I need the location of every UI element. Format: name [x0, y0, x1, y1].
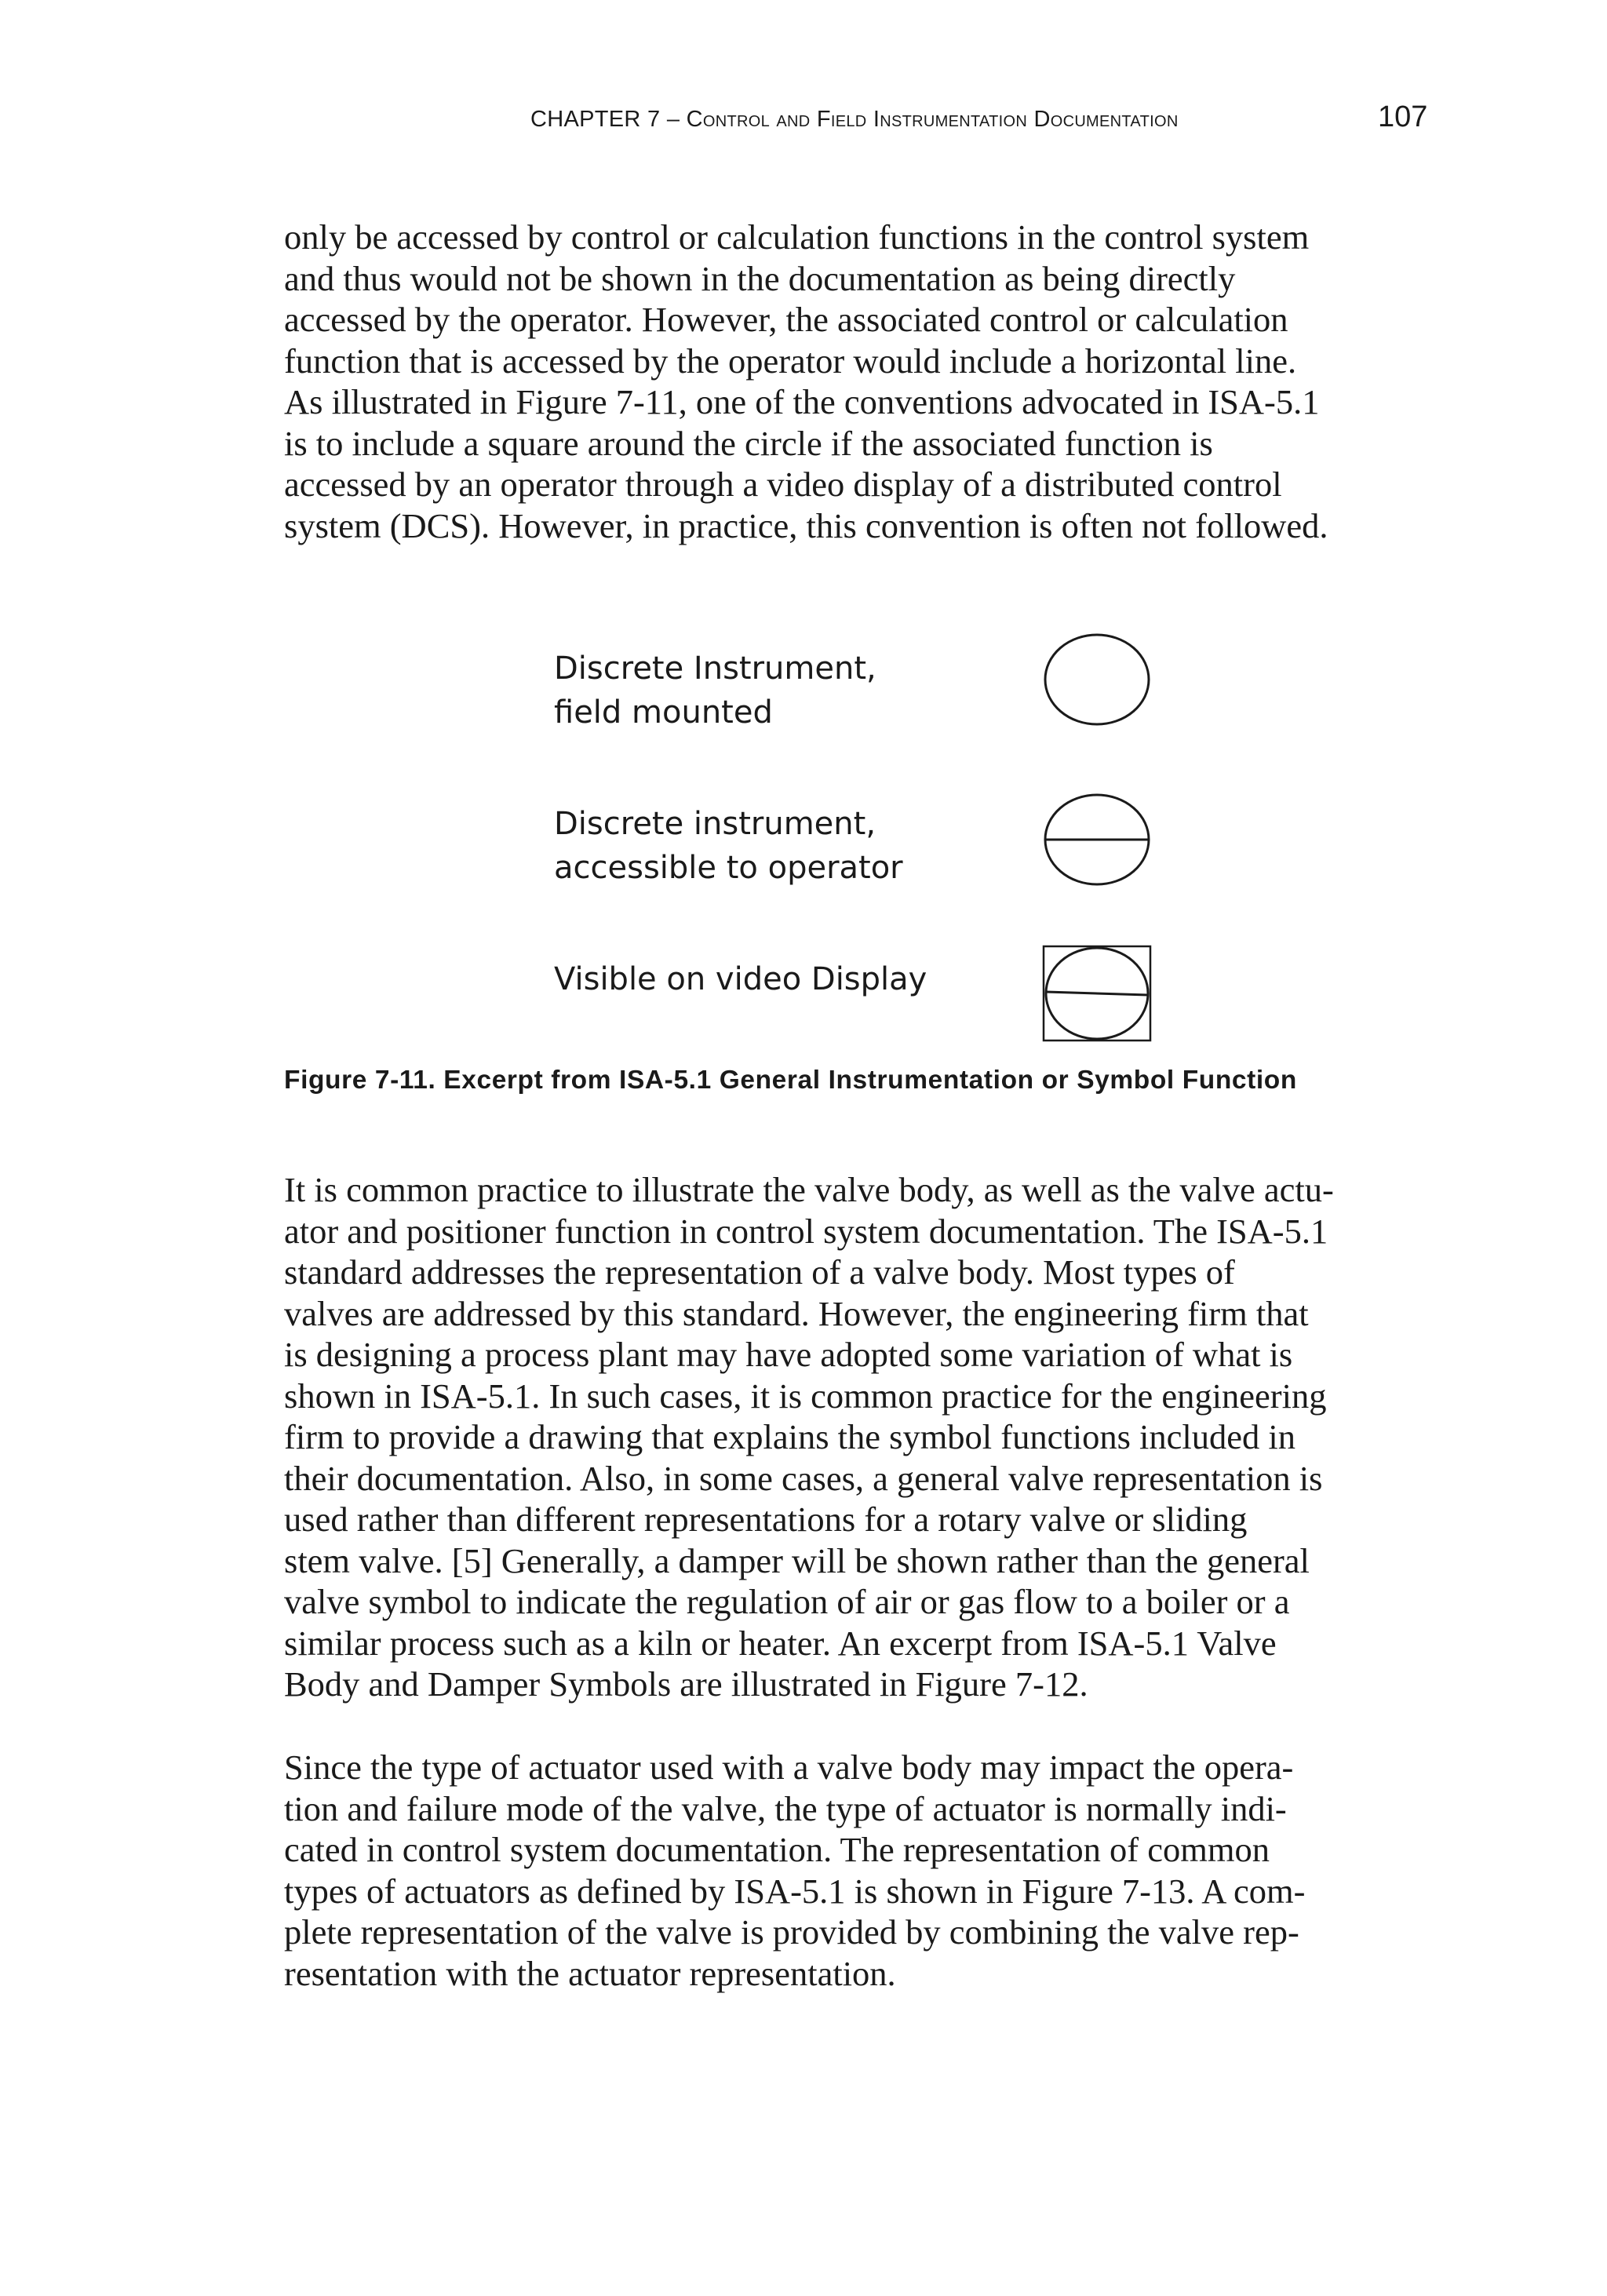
running-header [0, 100, 1607, 148]
text-line: types of actuators as defined by ISA-5.1 is shown in Figure 7-13. A com- [284, 1871, 1306, 1911]
text-line: cated in control system documentation. The representation of common [284, 1830, 1270, 1869]
paragraph-2 [284, 1169, 1430, 1705]
text-line: their documentation. Also, in some cases, a general valve representation is [284, 1458, 1323, 1498]
text-line: function that is accessed by the operator would include a horizontal line. [284, 341, 1297, 381]
paragraph-1 [284, 217, 1430, 546]
text-line: It is common practice to illustrate the valve body, as well as the valve actu- [284, 1170, 1334, 1209]
figure-row-label [554, 957, 927, 1001]
label-line: Discrete Instrument, [554, 651, 876, 687]
text-line: firm to provide a drawing that explains the symbol functions included in [284, 1417, 1296, 1456]
text-line: only be accessed by control or calculation functions in the control system [284, 217, 1310, 257]
text-line: is designing a process plant may have adopted some variation of what is [284, 1335, 1293, 1374]
circle-symbol [1042, 632, 1152, 727]
text-line: accessed by an operator through a video display of a distributed control [284, 465, 1282, 504]
text-line: used rather than different representations for a rotary valve or sliding [284, 1500, 1248, 1539]
text-line: system (DCS). However, in practice, this convention is often not followed. [284, 505, 1328, 545]
chapter-name: Control and Field Instrumentation Documentation [686, 107, 1179, 132]
chapter-prefix: CHAPTER 7 – [530, 107, 687, 132]
text-line: plete representation of the valve is provided by combining the valve rep- [284, 1912, 1299, 1952]
text-line: shown in ISA-5.1. In such cases, it is common practice for the engineering [284, 1376, 1327, 1416]
label-line: accessible to operator [554, 850, 903, 886]
text-line: tion and failure mode of the valve, the type of actuator is normally indi- [284, 1788, 1287, 1828]
text-line: As illustrated in Figure 7-11, one of the conventions advocated in ISA-5.1 [284, 382, 1320, 421]
text-line: stem valve. [5] Generally, a damper will be shown rather than the general [284, 1540, 1310, 1580]
text-line: and thus would not be shown in the documentation as being directly [284, 258, 1236, 298]
figure-row-label [554, 802, 903, 890]
text-line: similar process such as a kiln or heater. An excerpt from ISA-5.1 Valve [284, 1623, 1277, 1663]
text-line: ator and positioner function in control system documentation. The ISA-5.1 [284, 1211, 1328, 1251]
circle-line-in-square-symbol [1042, 945, 1152, 1042]
text-line: Since the type of actuator used with a valve body may impact the opera- [284, 1748, 1294, 1787]
text-line: valves are addressed by this standard. However, the engineering firm that [284, 1293, 1309, 1333]
text-line: standard addresses the representation of a valve body. Most types of [284, 1252, 1235, 1292]
text-line: valve symbol to indicate the regulation of air or gas flow to a boiler or a [284, 1582, 1290, 1621]
label-line: Visible on video Display [554, 961, 927, 997]
label-line: Discrete instrument, [554, 806, 876, 842]
circle-with-line-symbol [1042, 793, 1152, 887]
text-line: Body and Damper Symbols are illustrated in Figure 7-12. [284, 1664, 1088, 1704]
paragraph-3 [284, 1747, 1430, 1994]
label-line: field mounted [554, 694, 773, 731]
text-line: accessed by the operator. However, the associated control or calculation [284, 300, 1288, 339]
figure-caption: Figure 7-11. Excerpt from ISA-5.1 General Instrumentation or Symbol Function [284, 1066, 1297, 1095]
chapter-title [530, 107, 1179, 133]
page-number: 107 [1378, 100, 1428, 133]
text-line: resentation with the actuator representation. [284, 1953, 896, 1993]
figure-row-label [554, 647, 876, 734]
figure-7-11 [0, 612, 1607, 1051]
text-line: is to include a square around the circle if the associated function is [284, 423, 1213, 463]
